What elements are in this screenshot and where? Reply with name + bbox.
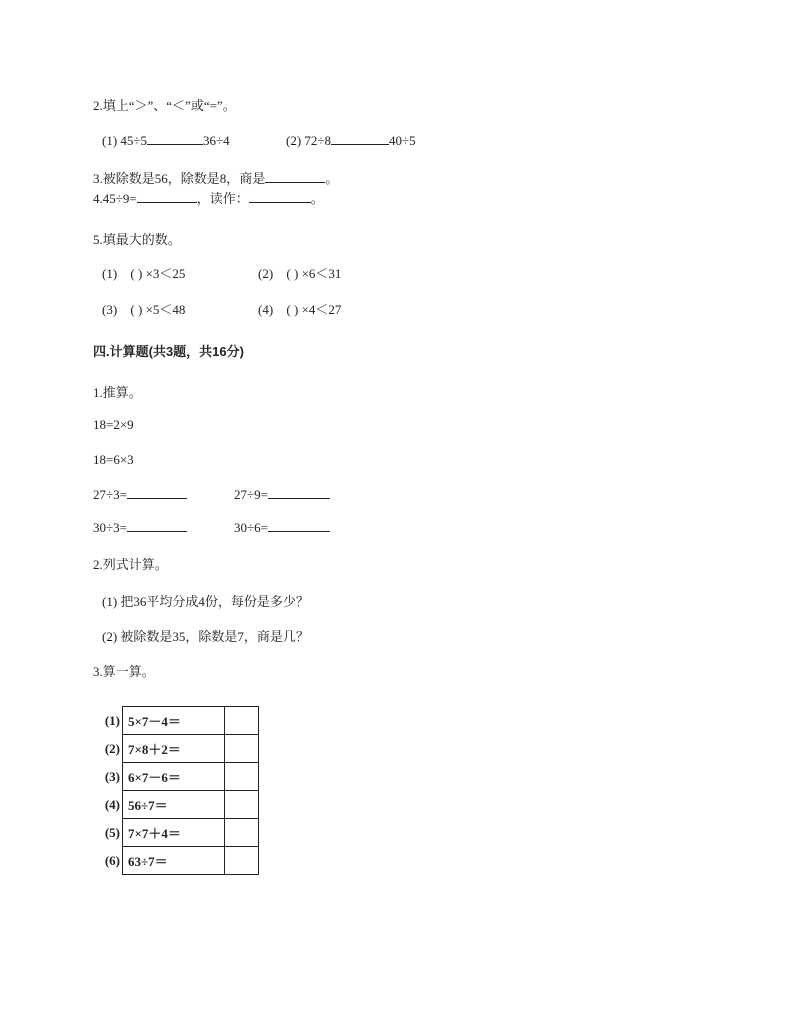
equation: 30÷6= bbox=[234, 520, 268, 535]
equation: 30÷3= bbox=[93, 520, 127, 535]
row-index: (4) bbox=[104, 796, 120, 812]
question-2-item-2-right: 40÷5 bbox=[389, 133, 416, 148]
question-3-text: 3.被除数是56，除数是8，商是 bbox=[93, 171, 266, 186]
table-row bbox=[98, 707, 259, 735]
answer-cell[interactable] bbox=[225, 763, 259, 791]
table-row bbox=[98, 819, 259, 847]
answer-blank[interactable] bbox=[249, 190, 311, 203]
answer-cell[interactable] bbox=[225, 707, 259, 735]
row-expression: 6×7－6＝ bbox=[123, 763, 225, 791]
item-expression: ( ) ×3＜25 bbox=[130, 266, 186, 281]
question-4-start: 4.45÷9= bbox=[93, 191, 137, 206]
question-5-item-2 bbox=[258, 263, 341, 282]
item-number: (2) bbox=[258, 266, 274, 281]
question-2-item-1-left: (1) 45÷5 bbox=[102, 133, 148, 148]
table-row bbox=[98, 763, 259, 791]
row-expression: 56÷7＝ bbox=[123, 791, 225, 819]
question-3 bbox=[93, 168, 338, 187]
answer-cell[interactable] bbox=[225, 819, 259, 847]
question-4 bbox=[93, 188, 324, 207]
answer-cell[interactable] bbox=[225, 791, 259, 819]
calc-3-table bbox=[98, 706, 259, 875]
calc-1-eq-3 bbox=[93, 519, 187, 536]
item-number: (3) bbox=[102, 302, 118, 317]
answer-blank[interactable] bbox=[127, 519, 187, 532]
question-5-title: 5.填最大的数。 bbox=[93, 232, 181, 247]
question-2-item-2-left: (2) 72÷8 bbox=[286, 133, 332, 148]
row-index: (5) bbox=[104, 824, 120, 840]
answer-blank[interactable] bbox=[331, 132, 389, 145]
item-expression: ( ) ×4＜27 bbox=[286, 302, 342, 317]
question-5-item-1 bbox=[102, 263, 185, 282]
answer-cell[interactable] bbox=[225, 847, 259, 875]
answer-cell[interactable] bbox=[225, 735, 259, 763]
row-expression: 7×7＋4＝ bbox=[123, 819, 225, 847]
table-row bbox=[98, 791, 259, 819]
row-index: (2) bbox=[104, 740, 120, 756]
question-4-end: 。 bbox=[310, 191, 324, 206]
question-2-item-1 bbox=[102, 132, 230, 149]
calc-1-eq-4 bbox=[234, 519, 330, 536]
row-expression: 5×7－4＝ bbox=[123, 707, 225, 735]
calc-2-item-1: (1) 把36平均分成4份，每份是多少？ bbox=[102, 594, 309, 609]
item-expression: ( ) ×6＜31 bbox=[286, 266, 342, 281]
calc-2-item-2: (2) 被除数是35，除数是7，商是几？ bbox=[102, 629, 309, 644]
question-2-item-2 bbox=[286, 132, 416, 149]
question-2-title: 2.填上“＞”、“＜”或“=”。 bbox=[93, 98, 236, 113]
question-2-item-1-right: 36÷4 bbox=[203, 133, 230, 148]
calc-1-fact-2: 18=6×3 bbox=[93, 452, 134, 467]
calc-1-fact-1: 18=2×9 bbox=[93, 417, 134, 432]
item-number: (1) bbox=[102, 266, 118, 281]
answer-blank[interactable] bbox=[268, 519, 330, 532]
row-expression: 63÷7＝ bbox=[123, 847, 225, 875]
question-4-mid: ，读作： bbox=[196, 191, 249, 206]
calc-1-eq-2 bbox=[234, 486, 330, 503]
table-row bbox=[98, 847, 259, 875]
row-expression: 7×8＋2＝ bbox=[123, 735, 225, 763]
row-index: (3) bbox=[104, 768, 120, 784]
item-number: (4) bbox=[258, 302, 274, 317]
item-expression: ( ) ×5＜48 bbox=[130, 302, 186, 317]
table-row bbox=[98, 735, 259, 763]
question-5-item-4 bbox=[258, 299, 341, 318]
calc-1-title: 1.推算。 bbox=[93, 385, 142, 400]
row-index: (6) bbox=[104, 852, 120, 868]
answer-blank[interactable] bbox=[147, 132, 203, 145]
answer-blank[interactable] bbox=[137, 190, 197, 203]
question-3-end: 。 bbox=[325, 171, 339, 186]
answer-blank[interactable] bbox=[265, 170, 325, 183]
section-4-heading: 四.计算题(共3题，共16分) bbox=[93, 344, 244, 359]
question-5-item-3 bbox=[102, 299, 185, 318]
calc-2-title: 2.列式计算。 bbox=[93, 557, 168, 572]
row-index: (1) bbox=[104, 712, 120, 728]
calc-1-eq-1 bbox=[93, 486, 187, 503]
equation: 27÷9= bbox=[234, 487, 268, 502]
equation: 27÷3= bbox=[93, 487, 127, 502]
calc-3-title: 3.算一算。 bbox=[93, 664, 155, 679]
answer-blank[interactable] bbox=[127, 486, 187, 499]
answer-blank[interactable] bbox=[268, 486, 330, 499]
